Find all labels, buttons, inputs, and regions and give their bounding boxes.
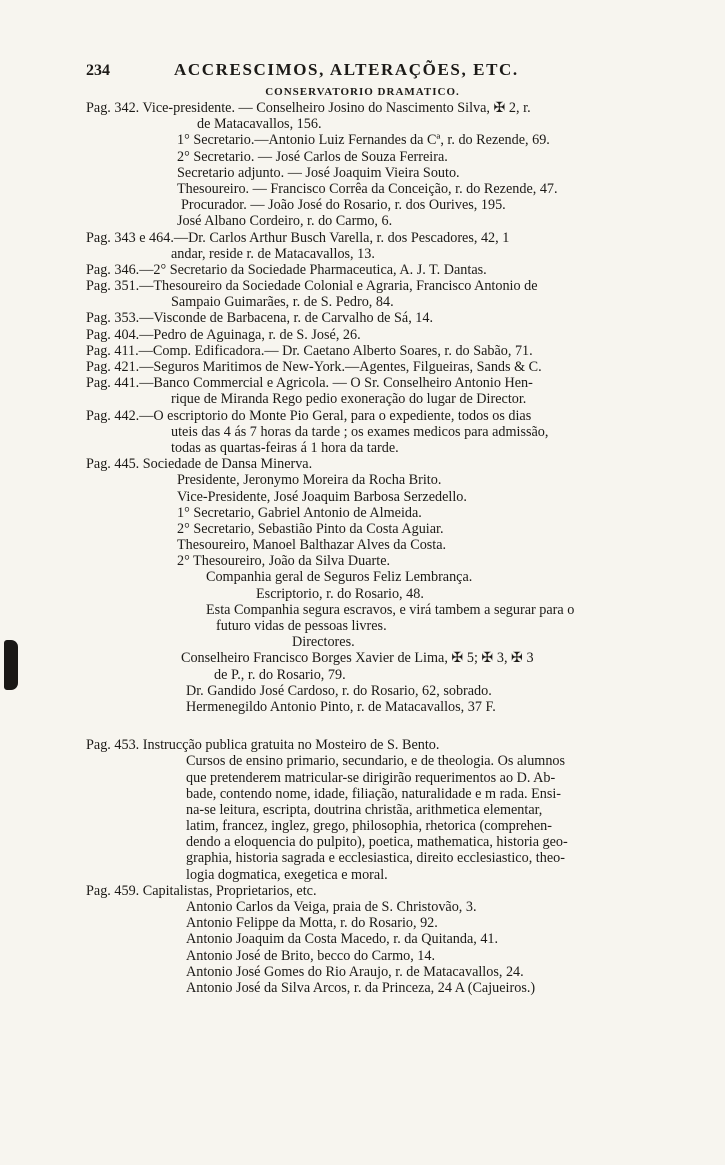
page-number: 234 bbox=[86, 62, 110, 79]
text-line: 1° Secretario, Gabriel Antonio de Almeida. bbox=[177, 504, 422, 521]
text-line: José Albano Cordeiro, r. do Carmo, 6. bbox=[177, 213, 393, 230]
text-line: Presidente, Jeronymo Moreira da Rocha Brito. bbox=[177, 472, 442, 489]
text-line: Antonio José Gomes do Rio Araujo, r. de Matacavallos, 24. bbox=[186, 963, 524, 980]
running-head: ACCRESCIMOS, ALTERAÇÕES, ETC. bbox=[174, 60, 519, 79]
text-line: de Matacavallos, 156. bbox=[197, 116, 322, 133]
spacer bbox=[86, 715, 666, 737]
text-line: andar, reside r. de Matacavallos, 13. bbox=[171, 245, 375, 262]
text-line: futuro vidas de pessoas livres. bbox=[216, 618, 387, 634]
document-body bbox=[86, 100, 666, 996]
text-line: 1° Secretario.—Antonio Luiz Fernandes da Cª, r. do Rezende, 69. bbox=[177, 132, 550, 149]
text-line: 2° Secretario. — José Carlos de Souza Ferreira. bbox=[177, 148, 448, 165]
text-line: Hermenegildo Antonio Pinto, r. de Matacavallos, 37 F. bbox=[186, 698, 496, 715]
binding-mark bbox=[4, 640, 18, 690]
text-line: Esta Companhia segura escravos, e virá tambem a segurar para o bbox=[206, 601, 575, 618]
text-line: rique de Miranda Rego pedio exoneração do lugar de Director. bbox=[171, 391, 527, 408]
page-header bbox=[86, 58, 646, 82]
text-line: Thesoureiro, Manoel Balthazar Alves da Costa. bbox=[177, 537, 447, 554]
text-line: dendo a eloquencia do pulpito), poetica, mathematica, historia geo- bbox=[186, 834, 568, 851]
text-line: Pag. 459. Capitalistas, Proprietarios, etc. bbox=[86, 882, 317, 899]
text-line: Pag. 442.—O escriptorio do Monte Pio Geral, para o expediente, todos os dias bbox=[86, 407, 532, 424]
text-line: Antonio José de Brito, becco do Carmo, 14. bbox=[186, 947, 436, 964]
text-line: Pag. 346.—2° Secretario da Sociedade Pharmaceutica, A. J. T. Dantas. bbox=[86, 261, 487, 278]
text-line: Pag. 342. Vice-presidente. — Conselheiro Josino do Nascimento Silva, ✠ 2, r. bbox=[86, 100, 531, 116]
text-line: Companhia geral de Seguros Feliz Lembrança. bbox=[206, 569, 473, 586]
text-line: bade, contendo nome, idade, filiação, naturalidade e m rada. Ensi- bbox=[186, 785, 562, 802]
text-line: Antonio Felippe da Motta, r. do Rosario, 92. bbox=[186, 915, 438, 932]
text-line: Antonio José da Silva Arcos, r. da Princeza, 24 A (Cajueiros.) bbox=[186, 979, 536, 996]
section-title: CONSERVATORIO DRAMATICO. bbox=[265, 86, 460, 98]
text-line: Conselheiro Francisco Borges Xavier de Lima, ✠ 5; ✠ 3, ✠ 3 bbox=[181, 650, 534, 667]
text-line: graphia, historia sagrada e ecclesiastica, direito ecclesiastico, theo- bbox=[186, 850, 565, 867]
text-line: Pag. 421.—Seguros Maritimos de New-York.—Agentes, Filgueiras, Sands & C. bbox=[86, 359, 542, 375]
text-line: logia dogmatica, exegetica e moral. bbox=[186, 866, 388, 883]
text-line: Pag. 404.—Pedro de Aguinaga, r. de S. José, 26. bbox=[86, 326, 361, 343]
text-line: Pag. 441.—Banco Commercial e Agricola. — O Sr. Conselheiro Antonio Hen- bbox=[86, 375, 533, 392]
text-line: uteis das 4 ás 7 horas da tarde ; os exames medicos para admissão, bbox=[171, 423, 549, 440]
text-line: Pag. 343 e 464.—Dr. Carlos Arthur Busch Varella, r. dos Pescadores, 42, 1 bbox=[86, 229, 510, 246]
text-line: Directores. bbox=[292, 634, 355, 651]
text-line: Pag. 445. Sociedade de Dansa Minerva. bbox=[86, 456, 313, 473]
text-line: Cursos de ensino primario, secundario, e de theologia. Os alumnos bbox=[186, 753, 566, 770]
text-line: Pag. 351.—Thesoureiro da Sociedade Colonial e Agraria, Francisco Antonio de bbox=[86, 278, 538, 295]
text-line: Antonio Carlos da Veiga, praia de S. Christovão, 3. bbox=[186, 899, 477, 915]
text-line: Pag. 411.—Comp. Edificadora.— Dr. Caetano Alberto Soares, r. do Sabão, 71. bbox=[86, 342, 533, 359]
text-line: na-se leitura, escripta, doutrina christãa, arithmetica elementar, bbox=[186, 801, 543, 818]
text-line: de P., r. do Rosario, 79. bbox=[214, 666, 346, 683]
text-line: Sampaio Guimarães, r. de S. Pedro, 84. bbox=[171, 294, 394, 311]
text-line: todas as quartas-feiras á 1 hora da tarde. bbox=[171, 439, 399, 456]
text-line: Antonio Joaquim da Costa Macedo, r. da Quitanda, 41. bbox=[186, 931, 499, 948]
text-line: latim, francez, inglez, grego, philosophia, rhetorica (comprehen- bbox=[186, 818, 552, 835]
text-line: Pag. 353.—Visconde de Barbacena, r. de Carvalho de Sá, 14. bbox=[86, 310, 434, 327]
text-line: Secretario adjunto. — José Joaquim Vieira Souto. bbox=[177, 164, 460, 181]
text-line: 2° Thesoureiro, João da Silva Duarte. bbox=[177, 553, 391, 570]
text-line: Vice-Presidente, José Joaquim Barbosa Serzedello. bbox=[177, 488, 467, 505]
text-line: 2° Secretario, Sebastião Pinto da Costa Aguiar. bbox=[177, 520, 444, 537]
text-line: Dr. Gandido José Cardoso, r. do Rosario, 62, sobrado. bbox=[186, 682, 492, 699]
text-line: Escriptorio, r. do Rosario, 48. bbox=[256, 585, 424, 602]
text-line: que pretenderem matricular-se dirigirão requerimentos ao D. Ab- bbox=[186, 769, 556, 786]
text-line: Pag. 453. Instrucção publica gratuita no Mosteiro de S. Bento. bbox=[86, 737, 440, 754]
text-line: Procurador. — João José do Rosario, r. dos Ourives, 195. bbox=[181, 197, 506, 214]
text-line: Thesoureiro. — Francisco Corrêa da Conceição, r. do Rezende, 47. bbox=[177, 180, 558, 197]
